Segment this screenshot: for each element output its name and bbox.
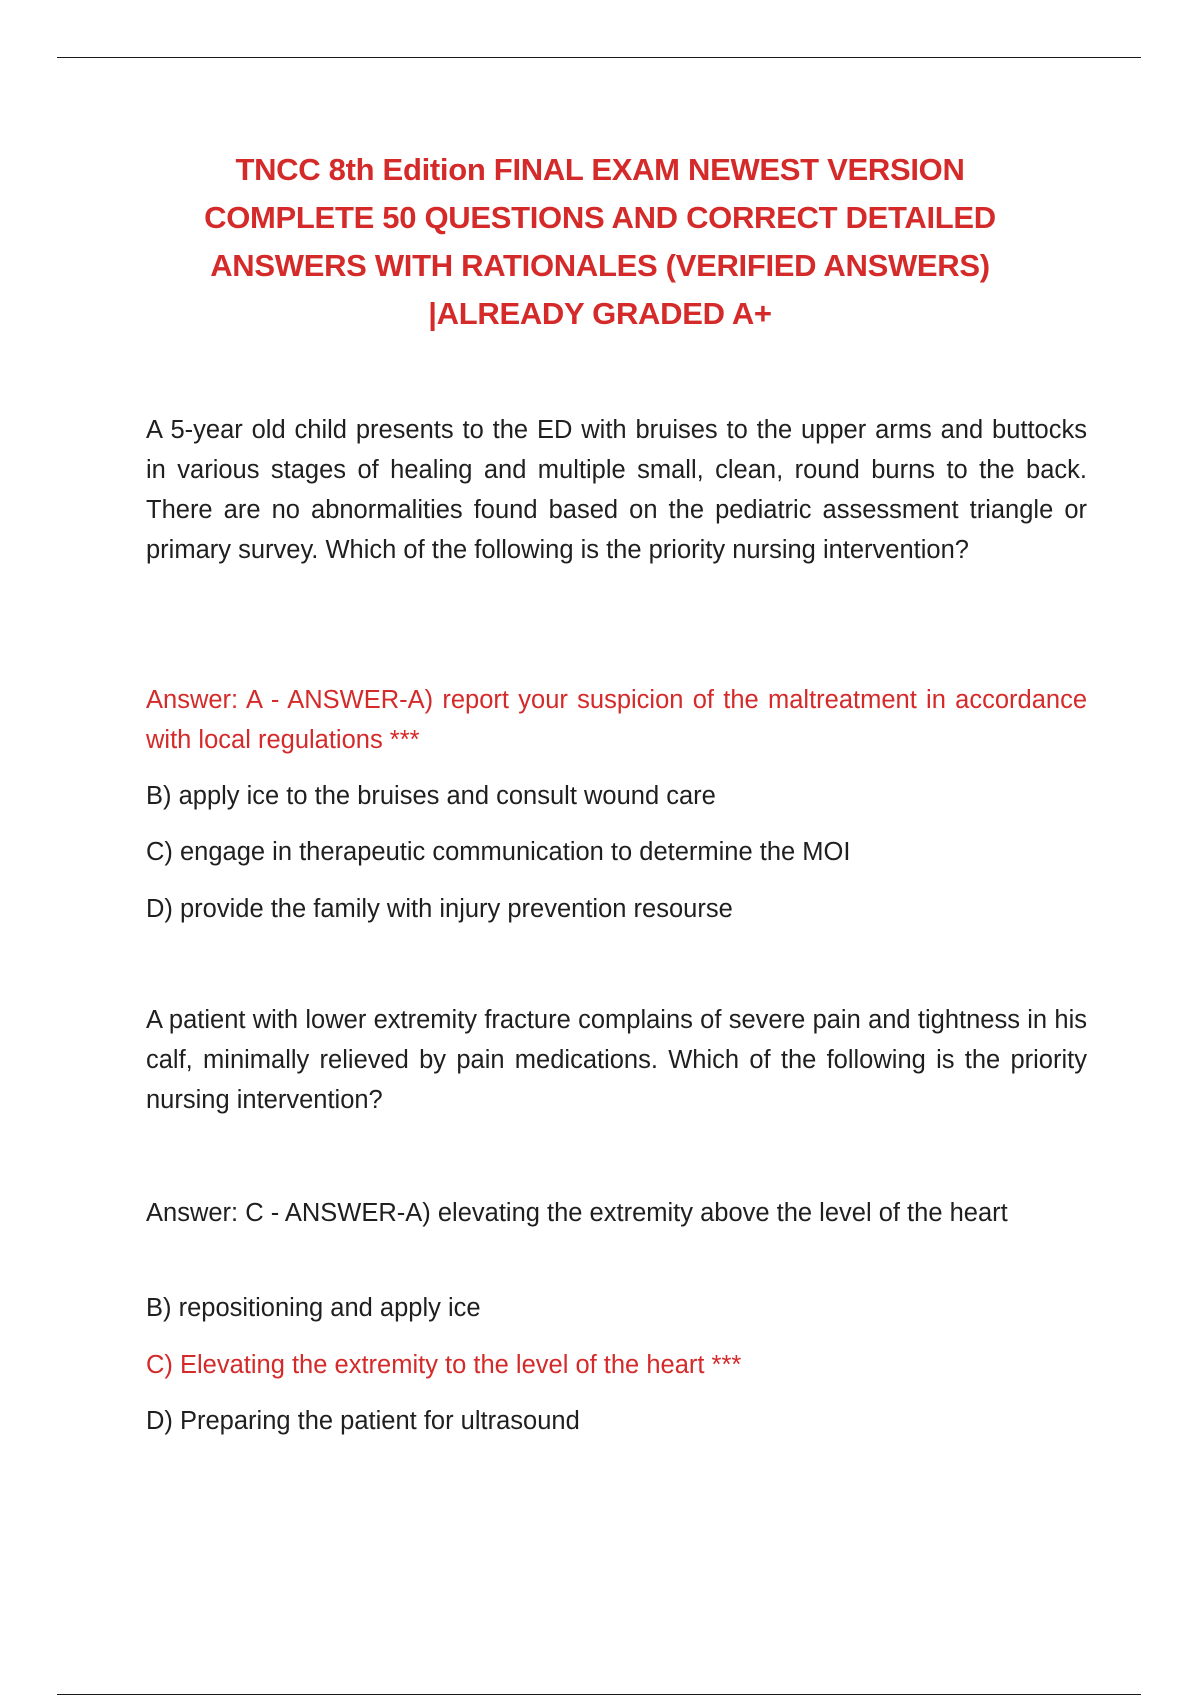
question-2-option-c: C) Elevating the extremity to the level of the heart *** [146,1351,742,1379]
question-2-option-b: B) repositioning and apply ice [146,1294,481,1322]
bottom-rule [57,1694,1141,1695]
question-2-option-d: D) Preparing the patient for ultrasound [146,1407,580,1435]
question-2-answer: Answer: C - ANSWER-A) elevating the extremity above the level of the heart [146,1199,1008,1227]
question-2-stem: A patient with lower extremity fracture complains of severe pain and tightness in his calf, minimally relieved by pain medications. Which of the following is the priority nursing intervention? [146,1006,1087,1114]
question-1-stem: A 5-year old child presents to the ED with bruises to the upper arms and buttocks in various stages of healing and multiple small, clean, round burns to the back. There are no abnormalities found based on the pediatric assessment triangle or primary survey. Which of the following is the priority nursing intervention? [146,416,1087,564]
question-1-option-b: B) apply ice to the bruises and consult wound care [146,782,716,810]
question-1-option-c: C) engage in therapeutic communication to determine the MOI [146,838,851,866]
document-title [130,146,1070,338]
title-line-4: |ALREADY GRADED A+ [428,296,772,331]
title-line-3: ANSWERS WITH RATIONALES (VERIFIED ANSWERS) [210,248,990,283]
title-line-2: COMPLETE 50 QUESTIONS AND CORRECT DETAILED [204,200,996,235]
question-1-answer: Answer: A - ANSWER-A) report your suspicion of the maltreatment in accordance with local regulations *** [146,686,1087,754]
title-line-1: TNCC 8th Edition FINAL EXAM NEWEST VERSION [235,152,965,187]
question-1-option-d: D) provide the family with injury prevention resourse [146,895,733,923]
top-rule [57,57,1141,58]
